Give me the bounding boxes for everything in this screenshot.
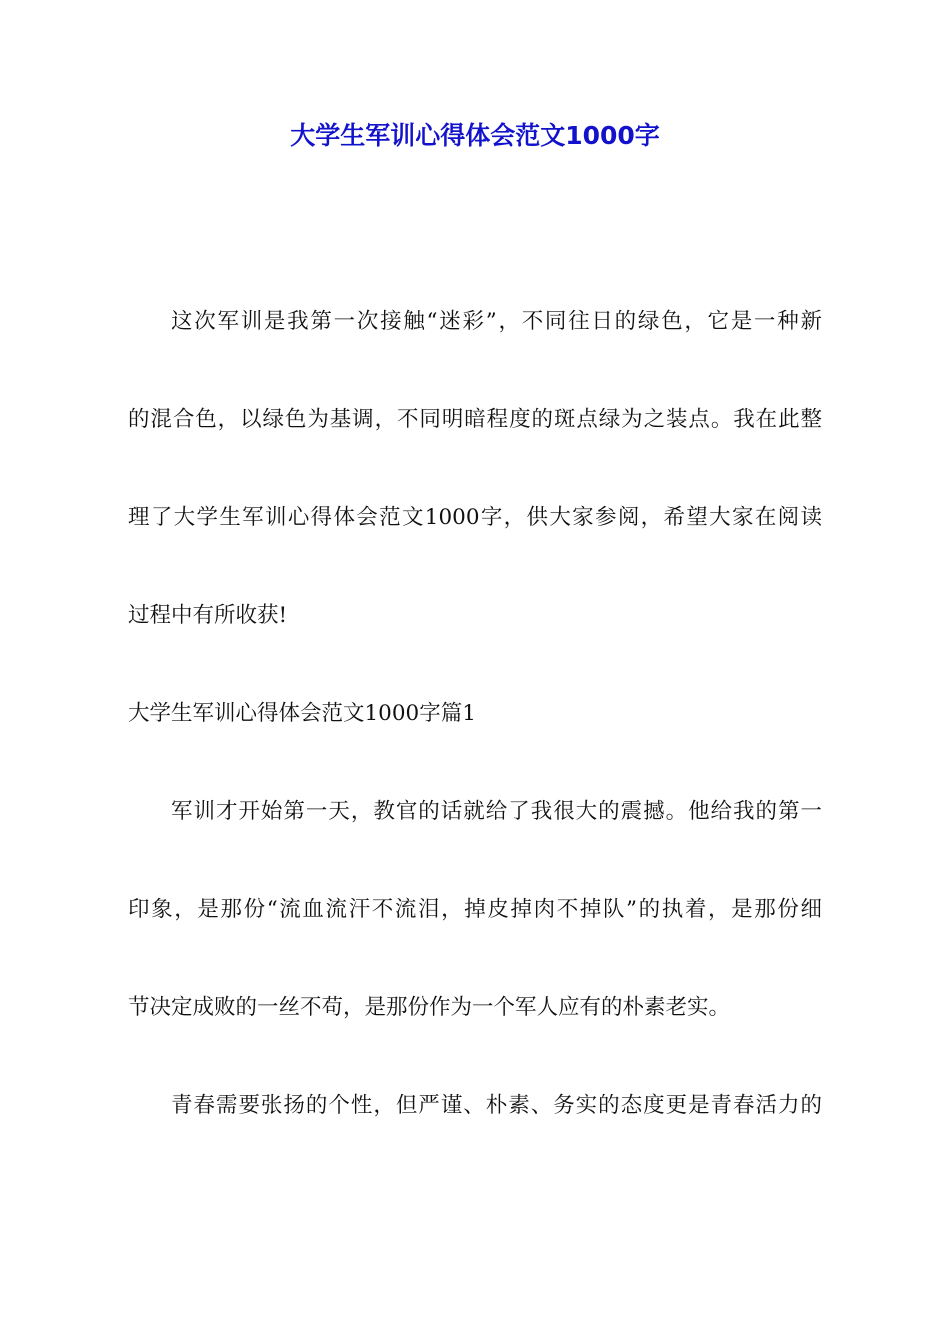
document-title: 大学生军训心得体会范文1000字 bbox=[290, 121, 660, 150]
paragraph-line: 青春需要张扬的个性，但严谨、朴素、务实的态度更是青春活力的 bbox=[171, 1093, 822, 1118]
paragraph-line: 这次军训是我第一次接触“迷彩”，不同往日的绿色，它是一种新 bbox=[171, 309, 822, 334]
paragraph-line: 过程中有所收获! bbox=[128, 603, 288, 628]
paragraph-line: 军训才开始第一天，教官的话就给了我很大的震撼。他给我的第一 bbox=[171, 799, 822, 824]
paragraph-line: 的混合色，以绿色为基调，不同明暗程度的斑点绿为之装点。我在此整 bbox=[128, 407, 822, 432]
paragraph-line: 节决定成败的一丝不苟，是那份作为一个军人应有的朴素老实。 bbox=[128, 995, 731, 1020]
paragraph-line: 理了大学生军训心得体会范文1000字，供大家参阅，希望大家在阅读 bbox=[128, 505, 822, 530]
paragraph-line: 印象，是那份“流血流汗不流泪，掉皮掉肉不掉队”的执着，是那份细 bbox=[128, 897, 822, 922]
section-heading: 大学生军训心得体会范文1000字篇1 bbox=[128, 701, 476, 726]
